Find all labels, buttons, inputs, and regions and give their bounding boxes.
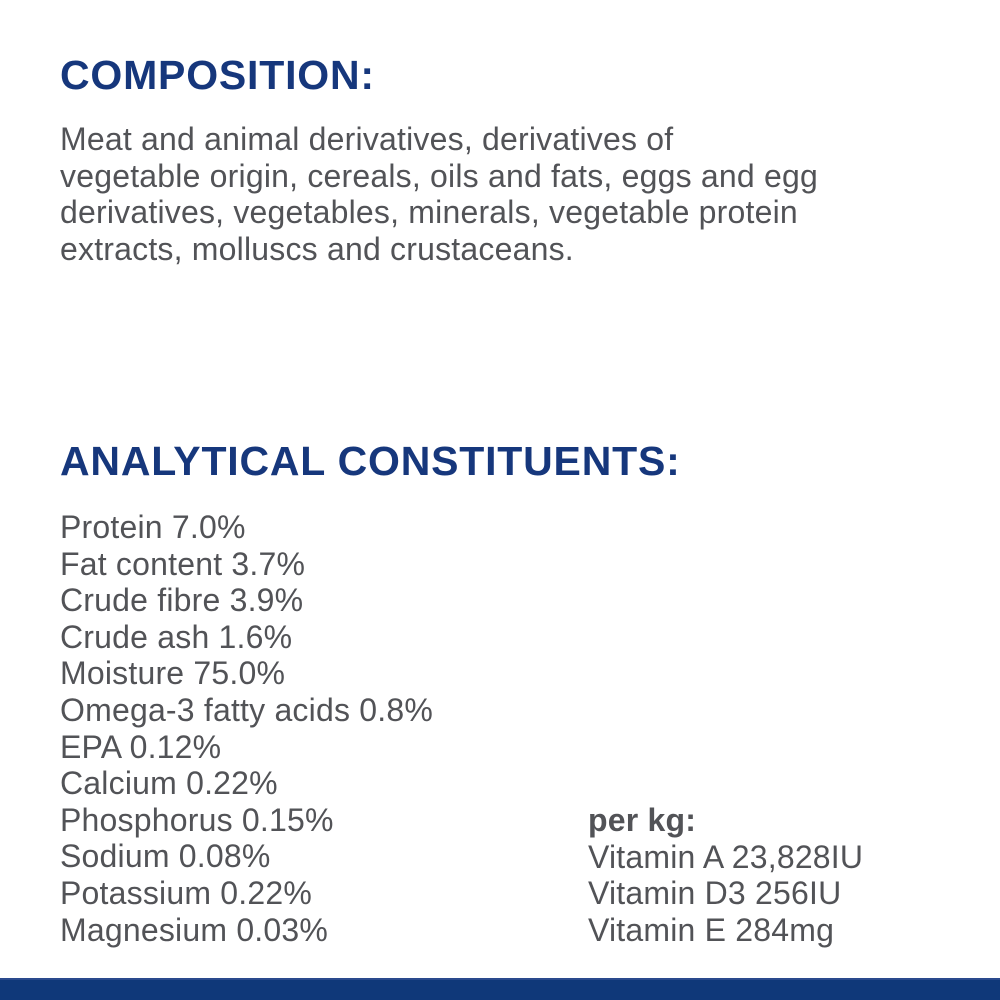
list-item [60,838,433,875]
constituent-label: Potassium [60,874,212,911]
footer-accent-bar [0,978,1000,1000]
list-item [60,582,433,619]
constituent-label: Phosphorus [60,801,233,838]
composition-line: vegetable origin, cereals, oils and fats, eggs and egg [60,157,818,194]
composition-line: extracts, molluscs and crustaceans. [60,230,574,267]
constituent-value: 3.9% [229,582,304,619]
list-item [588,875,863,912]
list-item [588,839,863,876]
vitamin-label: Vitamin E [588,911,727,948]
constituent-value: 75.0% [193,655,286,692]
list-item [60,912,433,949]
composition-paragraph [60,121,818,267]
vitamin-value: 23,828IU [731,838,864,875]
list-item [60,619,433,656]
constituent-label: Fat content [60,545,223,582]
list-item [60,802,433,839]
constituent-value: 1.6% [218,618,293,655]
analytical-constituents-list [60,509,433,948]
constituent-value: 0.8% [359,691,433,728]
constituent-label: Moisture [60,655,185,692]
list-item [60,729,433,766]
constituent-label: Sodium [60,838,170,875]
vitamin-label: Vitamin D3 [588,875,746,912]
constituent-label: Calcium [60,765,177,802]
list-item [60,875,433,912]
constituent-value: 3.7% [231,545,306,582]
vitamin-label: Vitamin A [588,838,723,875]
constituent-value: 7.0% [171,509,246,545]
constituent-value: 0.22% [186,765,278,802]
list-item [60,765,433,802]
constituent-label: Protein [60,509,163,545]
constituent-value: 0.22% [220,874,313,911]
constituent-label: Crude ash [60,618,210,655]
analytical-constituents-heading: ANALYTICAL CONSTITUENTS: [60,438,681,484]
composition-line: Meat and animal derivatives, derivatives of [60,121,674,157]
constituent-value: 0.12% [129,728,222,765]
vitamin-value: 256IU [755,875,842,912]
composition-heading: COMPOSITION: [60,52,375,98]
list-item [60,546,433,583]
composition-line: derivatives, vegetables, minerals, vegetable protein [60,194,798,231]
constituent-value: 0.15% [241,801,334,838]
constituent-value: 0.08% [178,838,271,875]
constituent-label: Omega-3 fatty acids [60,691,351,728]
list-item [60,692,433,729]
vitamin-value: 284mg [735,911,835,948]
per-kg-heading: per kg: [588,802,697,838]
per-kg-section [588,802,863,948]
constituent-value: 0.03% [236,911,329,948]
list-item [60,509,433,546]
list-item [588,912,863,949]
constituent-label: Crude fibre [60,582,221,619]
list-item [60,655,433,692]
constituent-label: Magnesium [60,911,228,948]
constituent-label: EPA [60,728,121,765]
